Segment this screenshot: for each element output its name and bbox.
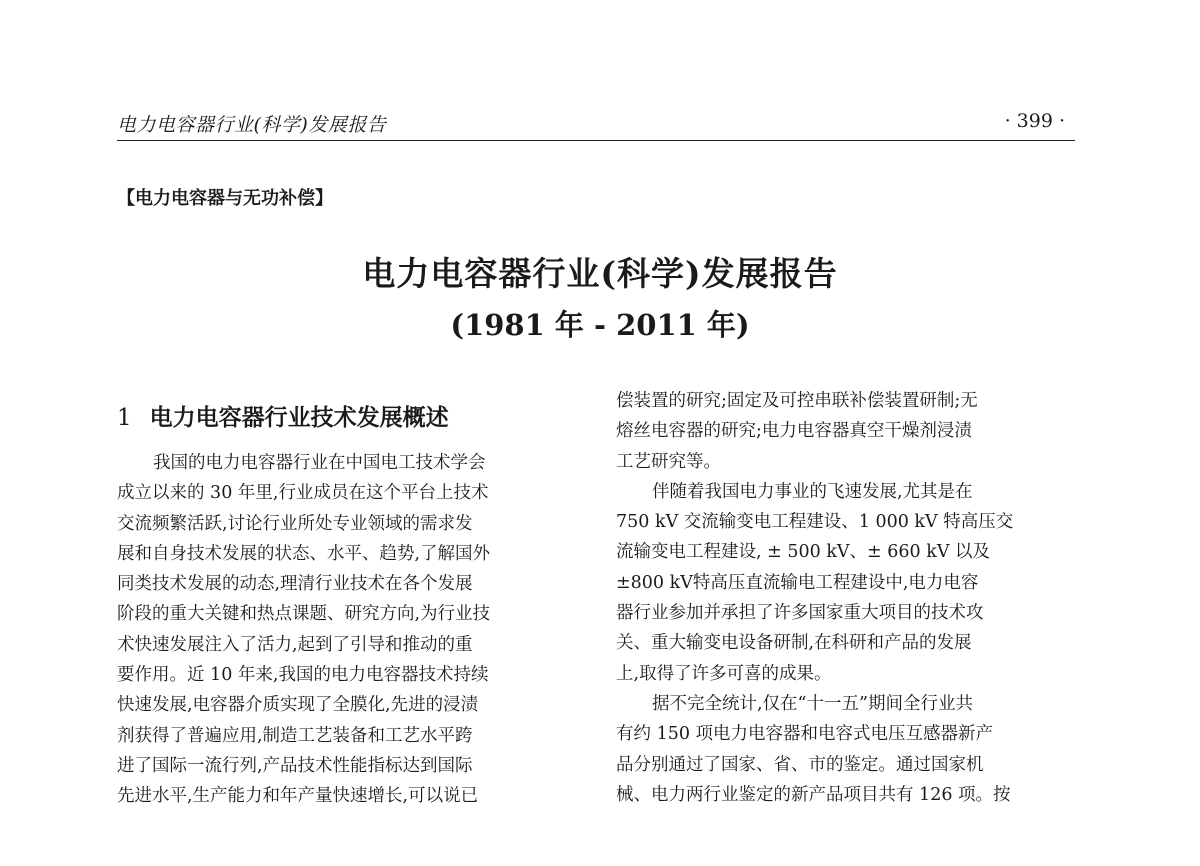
paragraph-line: 器行业参加并承担了许多国家重大项目的技术攻 [616,603,984,624]
paragraph-line: 同类技术发展的动态,理清行业技术在各个发展 [117,574,473,595]
paragraph-line: 我国的电力电容器行业在中国电工技术学会 [153,453,486,473]
paragraph-line: 伴随着我国电力事业的飞速发展,尤其是在 [652,481,973,502]
paragraph-line: 关、重大输变电设备研制,在科研和产品的发展 [616,633,972,654]
page-number: · 399 · [1004,110,1065,132]
section-heading-text: 电力电容器行业技术发展概述 [149,405,449,431]
paragraph-line: 快速发展,电容器介质实现了全膜化,先进的浸渍 [117,695,479,716]
running-header-title: 电力电容器行业(科学)发展报告 [117,114,387,136]
section-heading [117,398,587,438]
paragraph-line: 械、电力两行业鉴定的新产品项目共有 126 项。按 [616,784,1011,805]
paragraph-line: 750 kV 交流输变电工程建设、1 000 kV 特高压交 [616,512,1014,533]
paragraph-line: 上,取得了许多可喜的成果。 [616,663,832,684]
paragraph-line: 品分别通过了国家、省、市的鉴定。通过国家机 [616,754,984,775]
paragraph-line: 成立以来的 30 年里,行业成员在这个平台上技术 [117,483,489,504]
paragraph-line: 先进水平,生产能力和年产量快速增长,可以说已 [117,786,479,807]
paragraph-line: 展和自身技术发展的状态、水平、趋势,了解国外 [117,543,491,564]
paragraph-line: 术快速发展注入了活力,起到了引导和推动的重 [117,634,473,655]
paragraph-line: 进了国际一流行列,产品技术性能指标达到国际 [117,755,473,776]
section-tag: 【电力电容器与无功补偿】 [117,188,333,209]
article-subtitle: (1981 年 - 2011 年) [450,308,750,342]
running-header [117,104,1075,141]
paragraph-line: ±800 kV特高压直流输电工程建设中,电力电容 [616,572,979,593]
left-column [117,398,587,812]
paragraph-line: 偿装置的研究;固定及可控串联补偿装置研制;无 [616,391,978,411]
article-title: 电力电容器行业(科学)发展报告 [362,254,838,293]
paragraph-line: 工艺研究等。 [616,451,721,472]
paragraph-line: 流输变电工程建设, ± 500 kV、± 660 kV 以及 [616,542,991,563]
paragraph-line: 阶段的重大关键和热点课题、研究方向,为行业技 [117,604,491,625]
section-heading-number: 1 [117,405,132,431]
paragraph-line: 据不完全统计,仅在“十一五”期间全行业共 [652,693,973,714]
paragraph-line: 有约 150 项电力电容器和电容式电压互感器新产 [616,724,994,745]
right-column [616,386,1086,810]
paragraph-line: 交流频繁活跃,讨论行业所处专业领域的需求发 [117,513,473,534]
paragraph-line: 要作用。近 10 年来,我国的电力电容器技术持续 [117,665,489,686]
paragraph-line: 剂获得了普遍应用,制造工艺装备和工艺水平跨 [117,725,473,746]
paragraph-line: 熔丝电容器的研究;电力电容器真空干燥剂浸渍 [616,421,972,442]
